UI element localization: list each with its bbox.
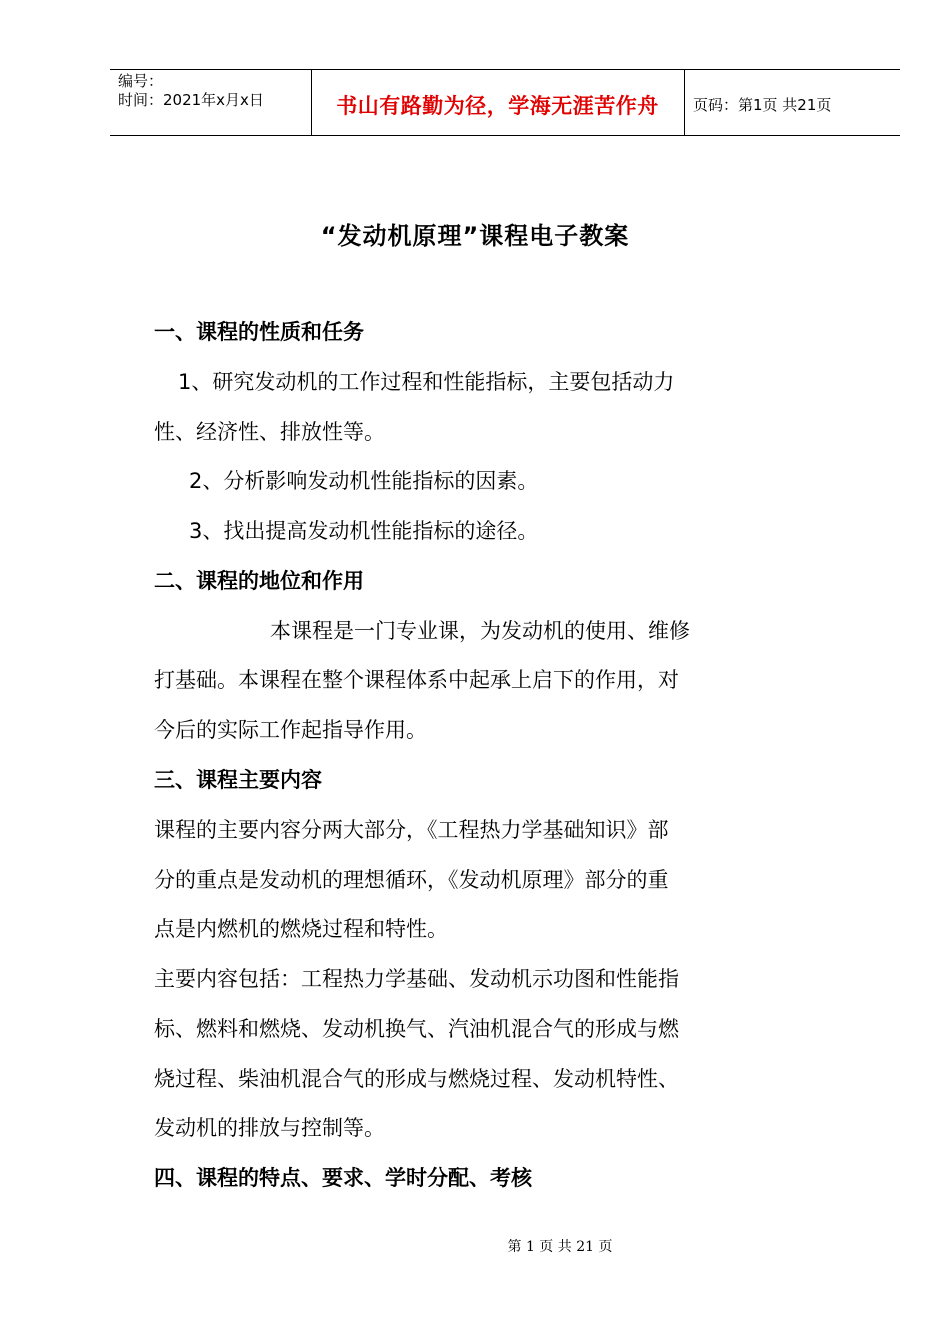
header-number: 编号： [118, 72, 164, 90]
paragraph-line: 性、经济性、排放性等。 [154, 420, 385, 444]
section-heading: 二、课程的地位和作用 [154, 569, 364, 593]
header-page-number: 页码：第1页 共21页 [693, 96, 832, 114]
paragraph-line: 点是内燃机的燃烧过程和特性。 [154, 917, 448, 941]
paragraph-line: 2、分析影响发动机性能指标的因素。 [189, 469, 539, 493]
header-divider [684, 69, 685, 136]
header-time: 时间：2021年x月x日 [118, 91, 264, 109]
paragraph-line: 本课程是一门专业课，为发动机的使用、维修 [270, 619, 690, 643]
paragraph-line: 打基础。本课程在整个课程体系中起承上启下的作用，对 [154, 668, 679, 692]
paragraph-line: 课程的主要内容分两大部分，《工程热力学基础知识》部 [154, 818, 669, 842]
paragraph-line: 标、燃料和燃烧、发动机换气、汽油机混合气的形成与燃 [154, 1017, 679, 1041]
paragraph-line: 1、研究发动机的工作过程和性能指标，主要包括动力 [178, 370, 675, 394]
section-heading: 一、课程的性质和任务 [154, 320, 364, 344]
header-bottom-rule [110, 135, 900, 136]
paragraph-line: 今后的实际工作起指导作用。 [154, 718, 427, 742]
paragraph-line: 发动机的排放与控制等。 [154, 1116, 385, 1140]
section-heading: 三、课程主要内容 [154, 768, 322, 792]
paragraph-line: 分的重点是发动机的理想循环，《发动机原理》部分的重 [154, 868, 669, 892]
header-motto: 书山有路勤为径，学海无涯苦作舟 [336, 94, 659, 118]
paragraph-line: 烧过程、柴油机混合气的形成与燃烧过程、发动机特性、 [154, 1067, 679, 1091]
paragraph-line: 3、找出提高发动机性能指标的途径。 [189, 519, 539, 543]
header-info [118, 72, 264, 110]
document-title: “发动机原理”课程电子教案 [320, 222, 630, 250]
section-heading: 四、课程的特点、要求、学时分配、考核 [154, 1166, 532, 1190]
paragraph-line: 主要内容包括：工程热力学基础、发动机示功图和性能指 [154, 967, 679, 991]
header-top-rule [110, 69, 900, 70]
page-footer: 第 1 页 共 21 页 [507, 1239, 613, 1255]
